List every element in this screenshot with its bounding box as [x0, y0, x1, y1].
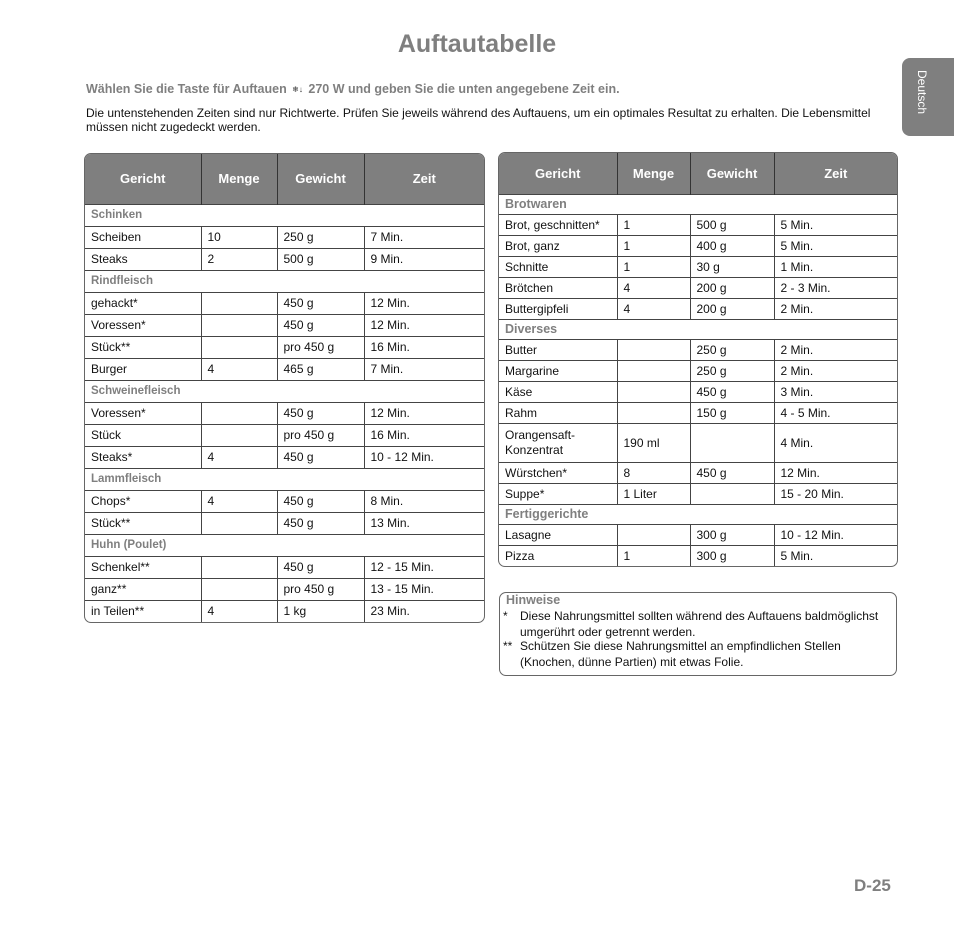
header-menge: Menge [617, 153, 690, 194]
cell-menge: 190 ml [617, 423, 690, 462]
cell-gewicht: 450 g [277, 402, 364, 424]
header-gericht: Gericht [499, 153, 617, 194]
cell-zeit: 13 - 15 Min. [364, 578, 484, 600]
cell-zeit: 8 Min. [364, 490, 484, 512]
cell-gericht: Steaks* [85, 446, 201, 468]
cell-menge [201, 402, 277, 424]
cell-gericht: Steaks [85, 248, 201, 270]
notes-box [499, 592, 897, 676]
cell-gericht: Butter [499, 339, 617, 360]
cell-gewicht: 450 g [277, 556, 364, 578]
category-label: Brotwaren [499, 194, 897, 214]
cell-zeit: 13 Min. [364, 512, 484, 534]
header-gewicht: Gewicht [277, 154, 364, 204]
table-row [499, 483, 897, 504]
table-row [85, 600, 484, 622]
table-row [85, 358, 484, 380]
header-gewicht: Gewicht [690, 153, 774, 194]
note-text: Diese Nahrungsmittel sollten während des Auftauens baldmöglichst umgerührt oder getrennt werden. [520, 609, 879, 639]
table-row [85, 578, 484, 600]
cell-gewicht: pro 450 g [277, 424, 364, 446]
category-label: Schweinefleisch [85, 380, 484, 402]
cell-gericht: Schnitte [499, 256, 617, 277]
table-row [85, 402, 484, 424]
table-row [85, 512, 484, 534]
defrost-table-left [84, 153, 485, 623]
cell-gewicht: 500 g [277, 248, 364, 270]
cell-gericht: Pizza [499, 545, 617, 566]
instruction [86, 82, 886, 96]
cell-menge: 1 [617, 214, 690, 235]
cell-zeit: 23 Min. [364, 600, 484, 622]
cell-zeit: 5 Min. [774, 235, 897, 256]
cell-gewicht: 250 g [690, 360, 774, 381]
table-header-row [499, 153, 897, 194]
cell-gewicht: 450 g [277, 512, 364, 534]
header-menge: Menge [201, 154, 277, 204]
cell-gericht: Käse [499, 381, 617, 402]
cell-zeit: 7 Min. [364, 226, 484, 248]
cell-zeit: 15 - 20 Min. [774, 483, 897, 504]
cell-menge [617, 381, 690, 402]
category-label: Diverses [499, 319, 897, 339]
cell-zeit: 2 Min. [774, 339, 897, 360]
cell-gewicht: 200 g [690, 277, 774, 298]
cell-menge [201, 556, 277, 578]
cell-gewicht [690, 483, 774, 504]
cell-gewicht: 450 g [277, 490, 364, 512]
cell-gericht: Brötchen [499, 277, 617, 298]
category-row [85, 204, 484, 226]
table-row [499, 298, 897, 319]
notes-title: Hinweise [506, 593, 561, 607]
table-row [499, 339, 897, 360]
cell-zeit: 16 Min. [364, 336, 484, 358]
category-label: Rindfleisch [85, 270, 484, 292]
cell-gewicht: pro 450 g [277, 336, 364, 358]
category-label: Schinken [85, 204, 484, 226]
cell-gericht: Brot, ganz [499, 235, 617, 256]
cell-zeit: 1 Min. [774, 256, 897, 277]
cell-menge: 10 [201, 226, 277, 248]
table-row [499, 277, 897, 298]
cell-menge: 2 [201, 248, 277, 270]
category-row [499, 319, 897, 339]
cell-gewicht: 450 g [277, 292, 364, 314]
category-row [499, 504, 897, 524]
note-text: Schützen Sie diese Nahrungsmittel an empfindlichen Stellen (Knochen, dünne Partien) mit etwas Folie. [520, 639, 841, 669]
cell-menge: 1 [617, 545, 690, 566]
cell-zeit: 10 - 12 Min. [364, 446, 484, 468]
table-row [499, 402, 897, 423]
cell-gewicht [690, 423, 774, 462]
table-row [85, 336, 484, 358]
language-tab-label: Deutsch [915, 70, 929, 115]
category-row [85, 468, 484, 490]
category-row [85, 380, 484, 402]
cell-gericht: Orangensaft-Konzentrat [499, 423, 617, 462]
cell-menge: 4 [201, 358, 277, 380]
cell-menge [201, 424, 277, 446]
table-row [499, 235, 897, 256]
cell-gewicht: 400 g [690, 235, 774, 256]
cell-gericht: Voressen* [85, 402, 201, 424]
table-row [85, 292, 484, 314]
intro-text: Die untenstehenden Zeiten sind nur Richtwerte. Prüfen Sie jeweils während des Auftauens, um ein optimales Resultat zu erhalten. Die Lebensmittel müssen nicht zugedeckt werden. [86, 106, 871, 134]
note-mark: * [503, 609, 508, 623]
cell-gericht: Stück [85, 424, 201, 446]
table-row [85, 490, 484, 512]
category-row [85, 270, 484, 292]
page-number: D-25 [854, 876, 891, 895]
category-label: Huhn (Poulet) [85, 534, 484, 556]
cell-gewicht: 300 g [690, 524, 774, 545]
header-gericht: Gericht [85, 154, 201, 204]
table-row [499, 524, 897, 545]
cell-gewicht: 250 g [690, 339, 774, 360]
cell-menge [201, 578, 277, 600]
cell-gericht: Brot, geschnitten* [499, 214, 617, 235]
cell-gewicht: 150 g [690, 402, 774, 423]
cell-gericht: Scheiben [85, 226, 201, 248]
cell-gericht: gehackt* [85, 292, 201, 314]
cell-menge: 4 [201, 490, 277, 512]
cell-zeit: 12 Min. [364, 292, 484, 314]
cell-gericht: Rahm [499, 402, 617, 423]
table-row [85, 424, 484, 446]
cell-menge: 4 [201, 600, 277, 622]
cell-menge [617, 339, 690, 360]
table-row [499, 545, 897, 566]
cell-gewicht: 465 g [277, 358, 364, 380]
cell-zeit: 12 Min. [774, 462, 897, 483]
cell-gewicht: 200 g [690, 298, 774, 319]
cell-zeit: 5 Min. [774, 545, 897, 566]
cell-zeit: 12 Min. [364, 402, 484, 424]
cell-zeit: 10 - 12 Min. [774, 524, 897, 545]
note-mark: ** [503, 639, 513, 653]
cell-gericht: Stück** [85, 336, 201, 358]
cell-gewicht: 500 g [690, 214, 774, 235]
cell-menge [617, 360, 690, 381]
cell-menge: 1 [617, 235, 690, 256]
cell-zeit: 12 - 15 Min. [364, 556, 484, 578]
cell-gewicht: 450 g [277, 314, 364, 336]
cell-gericht: Stück** [85, 512, 201, 534]
cell-menge [201, 292, 277, 314]
cell-gericht: Suppe* [499, 483, 617, 504]
cell-menge: 4 [617, 298, 690, 319]
cell-gewicht: 30 g [690, 256, 774, 277]
cell-menge: 4 [617, 277, 690, 298]
cell-gewicht: 450 g [690, 381, 774, 402]
table-row [85, 556, 484, 578]
category-row [85, 534, 484, 556]
cell-zeit: 4 Min. [774, 423, 897, 462]
cell-menge [617, 524, 690, 545]
cell-gericht: Würstchen* [499, 462, 617, 483]
table-row [85, 226, 484, 248]
cell-gericht: Lasagne [499, 524, 617, 545]
table-row [85, 248, 484, 270]
instruction-text-before: Wählen Sie die Taste für Auftauen [86, 82, 287, 96]
cell-menge: 8 [617, 462, 690, 483]
cell-zeit: 9 Min. [364, 248, 484, 270]
table-row [85, 446, 484, 468]
cell-gewicht: 450 g [277, 446, 364, 468]
table-row [499, 214, 897, 235]
cell-zeit: 7 Min. [364, 358, 484, 380]
cell-zeit: 3 Min. [774, 381, 897, 402]
cell-gewicht: 300 g [690, 545, 774, 566]
cell-zeit: 2 - 3 Min. [774, 277, 897, 298]
cell-gericht: ganz** [85, 578, 201, 600]
cell-menge [201, 512, 277, 534]
page-title: Auftautabelle [397, 30, 557, 58]
cell-gewicht: 250 g [277, 226, 364, 248]
category-row [499, 194, 897, 214]
cell-gewicht: 1 kg [277, 600, 364, 622]
cell-zeit: 2 Min. [774, 360, 897, 381]
cell-menge: 1 Liter [617, 483, 690, 504]
category-label: Fertiggerichte [499, 504, 897, 524]
cell-menge [201, 314, 277, 336]
table-row [499, 423, 897, 462]
category-label: Lammfleisch [85, 468, 484, 490]
cell-gericht: Voressen* [85, 314, 201, 336]
cell-gericht: Schenkel** [85, 556, 201, 578]
table-row [499, 381, 897, 402]
table-header-row [85, 154, 484, 204]
table-row [499, 462, 897, 483]
cell-gericht: Chops* [85, 490, 201, 512]
cell-zeit: 4 - 5 Min. [774, 402, 897, 423]
cell-zeit: 2 Min. [774, 298, 897, 319]
cell-zeit: 12 Min. [364, 314, 484, 336]
table-row [499, 360, 897, 381]
cell-zeit: 16 Min. [364, 424, 484, 446]
language-tab [902, 58, 954, 136]
cell-gericht: Margarine [499, 360, 617, 381]
cell-menge [617, 402, 690, 423]
cell-menge: 1 [617, 256, 690, 277]
cell-gericht: in Teilen** [85, 600, 201, 622]
header-zeit: Zeit [364, 154, 484, 204]
defrost-table-right [498, 152, 898, 567]
cell-menge [201, 336, 277, 358]
cell-zeit: 5 Min. [774, 214, 897, 235]
instruction-text-after: 270 W und geben Sie die unten angegebene Zeit ein. [308, 82, 620, 96]
cell-gericht: Burger [85, 358, 201, 380]
cell-gewicht: 450 g [690, 462, 774, 483]
header-zeit: Zeit [774, 153, 897, 194]
table-row [85, 314, 484, 336]
cell-menge: 4 [201, 446, 277, 468]
table-row [499, 256, 897, 277]
cell-gericht: Buttergipfeli [499, 298, 617, 319]
defrost-icon: ❄↓ [292, 85, 303, 95]
cell-gewicht: pro 450 g [277, 578, 364, 600]
